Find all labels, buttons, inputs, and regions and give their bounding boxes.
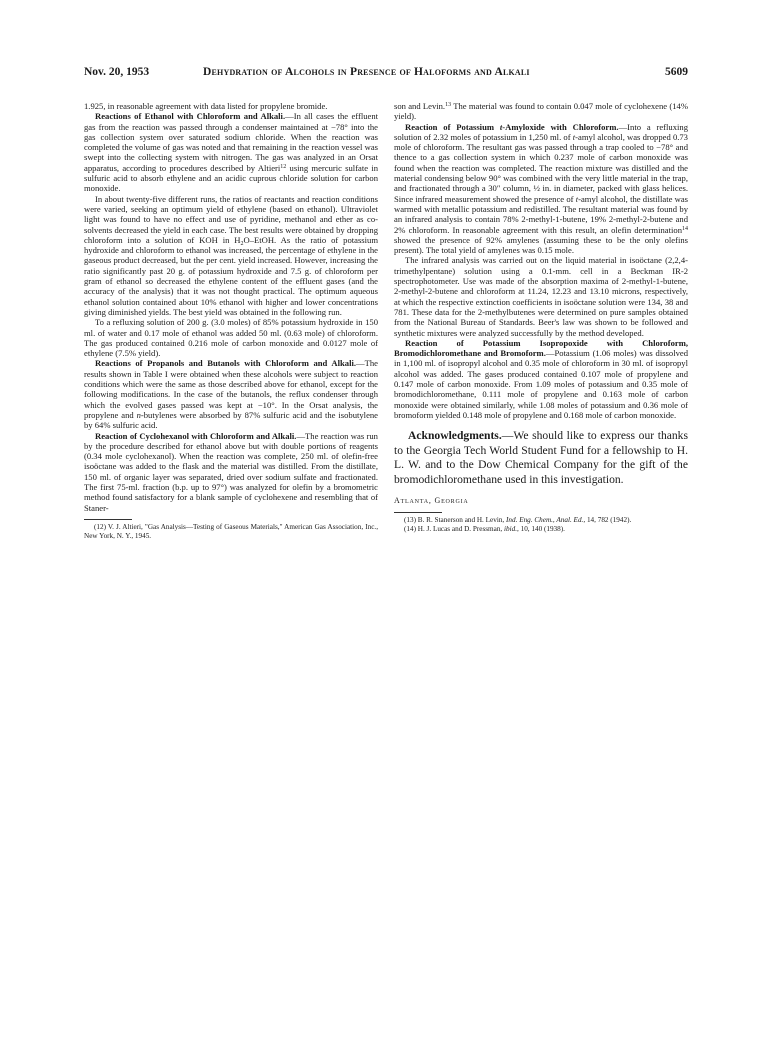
right-column xyxy=(394,101,688,534)
section-propanols-butanols: Reactions of Propanols and Butanols with Chloroform and Alkali.—The results shown in Table I were obtained when these alcohols were subject to reaction conditions which were the same as those described above for ethanol, except for the following modifications. In the case of the butanols, the reflux condenser through which the evolved gases passed was kept at −10°. In the Orsat analysis, the propylene and n-butylenes were absorbed by 87% sulfuric acid and the isobutylene by 64% sulfuric acid. xyxy=(84,358,378,431)
section-heading: Reactions of Propanols and Butanols with Chloroform and Alkali. xyxy=(95,358,357,369)
section-heading: Reaction of Cyclohexanol with Chloroform and Alkali. xyxy=(95,430,297,441)
paragraph: son and Levin.$^{13}$ The material was found to contain 0.047 mole of cyclohexene (14% yield). xyxy=(394,101,688,122)
issue-date: Nov. 20, 1953 xyxy=(84,66,150,78)
running-header xyxy=(84,66,688,84)
footnote-12: (12) V. J. Altieri, "Gas Analysis—Testing of Gaseous Materials," American Gas Association, Inc., New York, N. Y., 1945. xyxy=(84,522,378,540)
section-ethanol: Reactions of Ethanol with Chloroform and Alkali.—In all cases the effluent gas from the reaction was passed through a condenser maintained at −78° into the gas collection system over saturated sodium chloride. When the reaction was completed the volume of gas was noted and that remaining in the reaction vessel was swept into the collecting system with nitrogen. The gas was analyzed in an Orsat apparatus, according to procedures described by Altieri$^{12}$ using mercuric sulfate in sulfuric acid to absorb ethylene and an acidic cuprous chloride solution for carbon monoxide. xyxy=(84,111,379,194)
footnote-divider xyxy=(394,512,442,513)
section-cyclohexanol: Reaction of Cyclohexanol with Chloroform and Alkali.—The reaction was run by the procedure described for ethanol above but with double portions of reagents (0.34 mole cyclohexanol). When the reaction was complete, 250 ml. of olefin-free isoöctane was added to the flask and the material was distilled. From the distillate, 150 ml. of organic layer was separated, dried over sodium sulfate and fractionated. The first 75-ml. fraction (b.p. up to 97°) was analyzed for olefin by a bromometric method found satisfactory for a blank sample of cyclohexene and resembling that of Staner- xyxy=(84,430,378,513)
section-heading: Reaction of Potassium Isopropoxide with Chloroform, Bromodichloromethane and Bromoform. xyxy=(394,337,688,359)
footnote-divider xyxy=(84,519,132,520)
reference-marker: 12 xyxy=(280,163,287,170)
section-isopropoxide: Reaction of Potassium Isopropoxide with Chloroform, Bromodichloromethane and Bromoform.—Potassium (1.06 moles) was dissolved in 1,100 ml. of isopropyl alcohol and 0.35 mole of chloroform in 30 ml. of isopropyl alcohol was added. The gases produced contained 0.107 mole of propylene and 0.147 mole of carbon monoxide. From 1.09 moles of potassium and 0.35 mole of bromodichloromethane, 0.111 mole of propylene and 0.163 mole of carbon monoxide were obtained similarly, while 1.08 moles of potassium and 0.36 mole of bromoform yielded 0.148 mole of propylene and 0.168 mole of carbon monoxide. xyxy=(394,337,688,420)
paragraph: To a refluxing solution of 200 g. (3.0 moles) of 85% potassium hydroxide in 150 ml. of water and 0.17 mole of ethanol was added 50 ml. (0.63 mole) of chloroform. The gas produced contained 0.216 mole of carbon monoxide and 0.0127 mole of ethylene (7.5% yield). xyxy=(84,317,378,359)
running-title: Dehydration of Alcohols in Presence of Haloforms and Alkali xyxy=(203,66,530,78)
paragraph: In about twenty-five different runs, the ratios of reactants and reaction conditions were varied, seeking an optimum yield of ethylene (based on ethanol). Ultraviolet light was found to have no effect and use of pyridine, methanol and ether as co-solvents decreased the yield in each case. The best results were obtained by dropping chloroform into a solution of KOH in $H_2O$–EtOH. As the ratio of potassium hydroxide and chloroform to ethanol was increased, the percentage of ethylene in the gaseous product decreased, but the per cent. yield increased. However, increasing the ratio significantly past 20 g. of potassium hydroxide and 7.5 g. of chloroform per gram of ethanol so decreased the ethylene content of the effluent gases (and the accuracy of the analysis) that it was not thought practical. The optimum aqueous ethanol solution contained about 10% ethanol with higher and lower concentrations giving diminished yields. The best yield was obtained in the following run. xyxy=(84,193,378,317)
left-column xyxy=(84,101,378,541)
footnote-13: (13) B. R. Stanerson and H. Levin, Ind. Eng. Chem., Anal. Ed., 14, 782 (1942). xyxy=(404,515,632,524)
author-location: Atlanta, Georgia xyxy=(394,495,469,505)
reference-marker: 13 xyxy=(445,102,452,108)
section-t-amyloxide: Reaction of Potassium t-Amyloxide with Chloroform.—Into a refluxing solution of 2.32 moles of potassium in 1,250 ml. of t-amyl alcohol, was dropped 0.73 mole of chloroform. The resultant gas was passed through a trap cooled to −78° and thence to a gas collection system in which 0.237 mole of carbon monoxide was found when the reaction was completed. The reaction mixture was distilled and the material condensing below 90° was combined with the very little material in the trap, and fractionated through a 30″ column, ½ in. in diameter, packed with glass helices. Since infrared measurement showed the presence of t-amyl alcohol, the distillate was warmed with metallic potassium and redistilled. The resultant material was found by an infrared analysis to contain 78% 2-methyl-1-butene, 19% 2-methyl-2-butene and 2% chloroform. In reasonable agreement with this result, an olefin determination$^{14}$ showed the presence of 92% amylenes (assuming these to be the only olefins present). The total yield of amylenes was 0.15 mole. xyxy=(394,121,688,256)
section-heading: Reaction of Potassium t-Amyloxide with Chloroform. xyxy=(405,121,619,132)
acknowledgments: Acknowledgments.—We should like to express our thanks to the Georgia Tech World Student Fund for a fellowship to H. L. W. and to the Dow Chemical Company for the gift of the bromodichloromethane used in this investigation. xyxy=(394,429,688,486)
section-heading: Reactions of Ethanol with Chloroform and Alkali. xyxy=(95,111,286,122)
reference-marker: 14 xyxy=(682,225,688,232)
paragraph: 1.925, in reasonable agreement with data listed for propylene bromide. xyxy=(84,101,328,111)
acknowledgments-heading: Acknowledgments. xyxy=(408,429,502,443)
paragraph: The infrared analysis was carried out on the liquid material in isoöctane (2,2,4-trimethylpentane) solution using a 0.1-mm. cell in a Beckman IR-2 spectrophotometer. Use was made of the absorption maxima of 2-methyl-1-butene, 2-methyl-2-butene and chloroform at 11.24, 12.23 and 13.10 microns, respectively, at which the respective extinction coefficients in isoöctane solution were 134, 38 and 781. These data for the 2-methylbutenes were determined on pure samples obtained from the National Bureau of Standards. Beer's law was shown to be followed and synthetic mixtures were analyzed successfully by the method developed. xyxy=(394,255,688,338)
page-number: 5609 xyxy=(665,66,688,78)
footnote-14: (14) H. J. Lucas and D. Pressman, ibid., 10, 140 (1938). xyxy=(404,524,565,533)
